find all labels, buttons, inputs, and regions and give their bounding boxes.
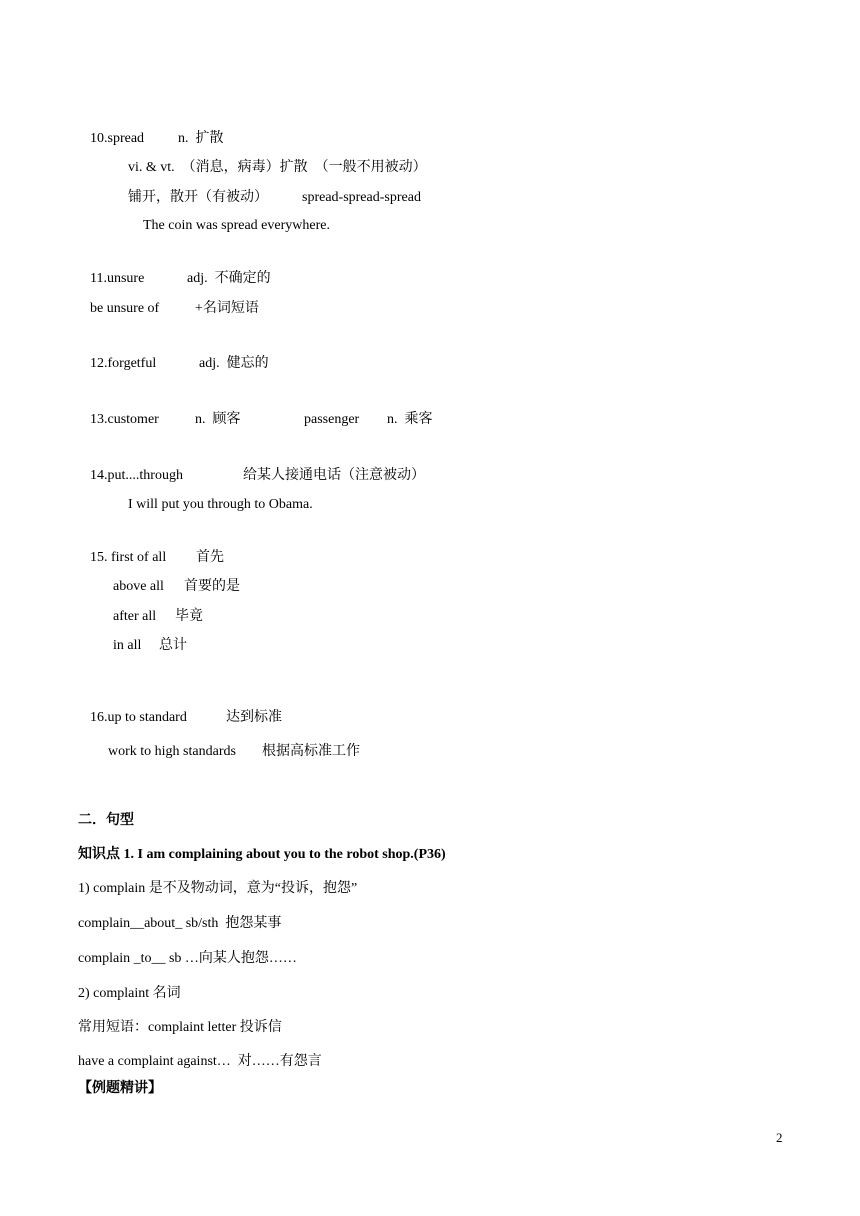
vocab-customer-word: 13.customer xyxy=(90,412,159,427)
vocab-forgetful-word: 12.forgetful xyxy=(90,356,157,371)
vocab-unsure-phrase-note: +名词短语 xyxy=(195,301,259,316)
vocab-after-all-meaning: 毕竟 xyxy=(175,609,203,624)
vocab-after-all-phrase: after all xyxy=(113,609,157,624)
vocab-passenger-pos: n. 乘客 xyxy=(387,412,433,427)
vocab-standard-word: 16.up to standard xyxy=(90,710,187,725)
vocab-put-through-example: I will put you through to Obama. xyxy=(128,497,313,512)
vocab-customer-pos: n. 顾客 xyxy=(195,412,241,427)
vocab-standard-phrase: work to high standards xyxy=(108,744,236,759)
example-heading: 【例题精讲】 xyxy=(78,1081,162,1096)
vocab-standard-meaning: 达到标准 xyxy=(226,710,282,725)
vocab-spread-verb: vi. & vt. （消息，病毒）扩散 （一般不用被动） xyxy=(128,160,427,175)
vocab-spread-meaning: 铺开，散开（有被动） xyxy=(128,190,268,205)
vocab-spread-example: The coin was spread everywhere. xyxy=(143,218,330,233)
vocab-unsure-phrase: be unsure of xyxy=(90,301,160,316)
vocab-put-through-meaning: 给某人接通电话（注意被动） xyxy=(243,468,425,483)
vocab-first-of-all-word: 15. first of all xyxy=(90,550,167,565)
grammar-line-5: 常用短语：complaint letter 投诉信 xyxy=(78,1020,282,1035)
grammar-line-4: 2) complaint 名词 xyxy=(78,986,181,1001)
vocab-spread-word: 10.spread xyxy=(90,131,145,146)
vocab-above-all-meaning: 首要的是 xyxy=(184,579,240,594)
vocab-passenger-word: passenger xyxy=(304,412,360,427)
vocab-standard-phrase-meaning: 根据高标准工作 xyxy=(262,744,360,759)
grammar-line-3: complain _to__ sb …向某人抱怨…… xyxy=(78,951,297,966)
vocab-in-all-meaning: 总计 xyxy=(159,638,187,653)
vocab-forgetful-pos: adj. 健忘的 xyxy=(199,356,269,371)
vocab-spread-pos: n. 扩散 xyxy=(178,131,224,146)
grammar-line-2: complain__about_ sb/sth 抱怨某事 xyxy=(78,916,282,931)
grammar-line-1: 1) complain 是不及物动词，意为“投诉，抱怨” xyxy=(78,881,358,896)
grammar-line-6: have a complaint against… 对……有怨言 xyxy=(78,1054,322,1069)
vocab-put-through-word: 14.put....through xyxy=(90,468,183,483)
vocab-spread-forms: spread-spread-spread xyxy=(302,190,421,205)
vocab-in-all-phrase: in all xyxy=(113,638,142,653)
vocab-above-all-phrase: above all xyxy=(113,579,164,594)
vocab-unsure-pos: adj. 不确定的 xyxy=(187,271,271,286)
vocab-first-of-all-meaning: 首先 xyxy=(196,550,224,565)
section-heading: 二．句型 xyxy=(78,813,134,828)
vocab-unsure-word: 11.unsure xyxy=(90,271,145,286)
page-number: 2 xyxy=(776,1130,783,1145)
knowledge-point-title: 知识点 1. I am complaining about you to the robot shop.(P36) xyxy=(78,847,446,862)
